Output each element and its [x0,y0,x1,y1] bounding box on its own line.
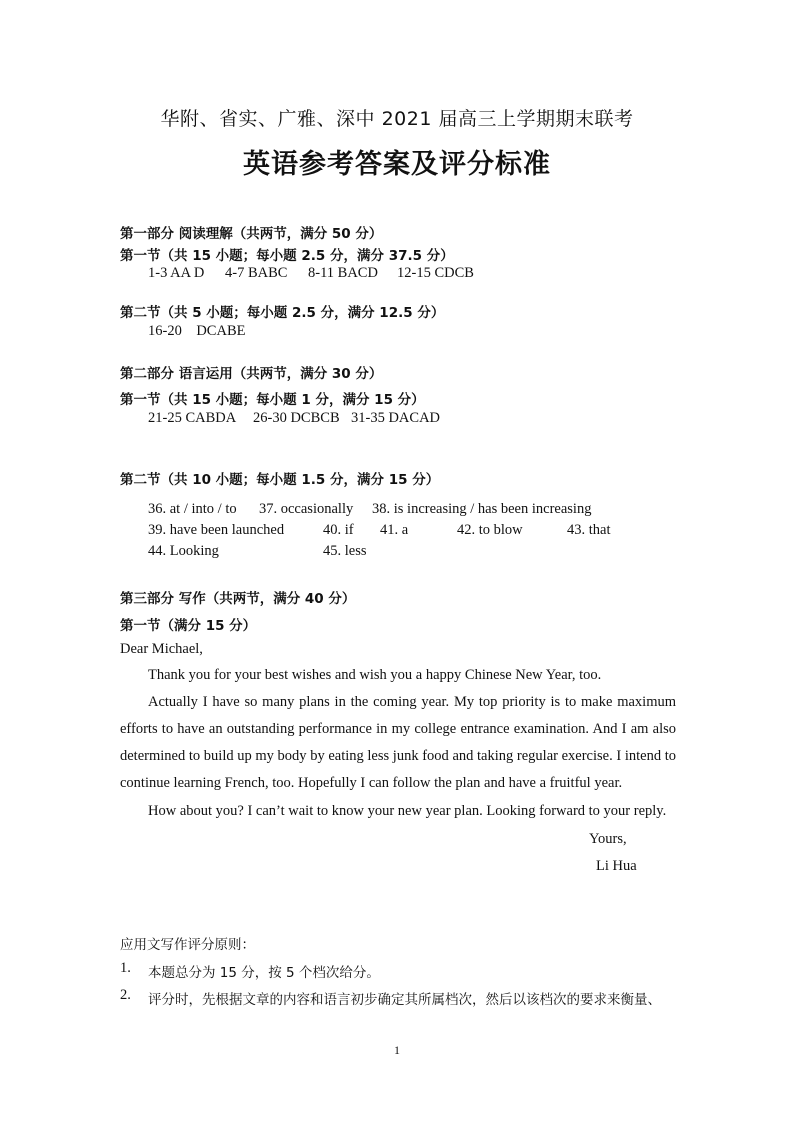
answer-43: 43. that [567,522,611,538]
answer-45: 45. less [323,543,367,559]
letter-paragraph-3: How about you? I can’t wait to know your new year plan. Looking forward to your reply. [148,803,667,819]
scoring-item-text: 评分时，先根据文章的内容和语言初步确定其所属档次，然后以该档次的要求来衡量、 [148,992,661,1008]
scoring-item-number: 2. [120,987,131,1003]
part1-heading: 第一部分 阅读理解（共两节，满分 50 分） [120,226,383,242]
exam-title: 华附、省实、广雅、深中 2021 届高三上学期期末联考 [160,108,634,130]
answer-36: 36. at / into / to [148,501,237,517]
document-title: 英语参考答案及评分标准 [243,149,551,180]
part2-sec1-heading: 第一节（共 15 小题；每小题 1 分，满分 15 分） [120,392,425,408]
part3-heading: 第三部分 写作（共两节，满分 40 分） [120,591,356,607]
part3-sec1-heading: 第一节（满分 15 分） [120,618,257,634]
answer-group: 12-15 CDCB [397,265,474,281]
answer-41: 41. a [380,522,409,538]
part1-sec1-heading: 第一节（共 15 小题；每小题 2.5 分，满分 37.5 分） [120,248,454,264]
answer-40: 40. if [323,522,354,538]
letter-paragraph-1: Thank you for your best wishes and wish you a happy Chinese New Year, too. [148,667,602,683]
scoring-item-number: 1. [120,960,131,976]
letter-paragraph-2: Actually I have so many plans in the coming year. My top priority is to make maximum efforts to have an outstanding performance in my college entrance examination. And I am also determined to build up my body by eating less junk food and taking regular exercise. I intend to continue learning French, too. Hopefully I can follow the plan and have a fruitful year. [120,694,676,791]
part1-sec2-heading: 第二节（共 5 小题；每小题 2.5 分，满分 12.5 分） [120,305,445,321]
scoring-heading: 应用文写作评分原则： [120,937,255,953]
page-number: 1 [394,1043,400,1057]
part1-sec2-answers: 16-20 DCABE [148,323,246,339]
answer-group: 26-30 DCBCB [253,410,340,426]
letter-closing: Yours, [589,831,627,847]
answer-group: 21-25 CABDA [148,410,237,426]
letter-salutation: Dear Michael, [120,641,203,657]
answer-37: 37. occasionally [259,501,354,517]
answer-38: 38. is increasing / has been increasing [372,501,592,517]
letter-signature: Li Hua [596,858,637,874]
answer-44: 44. Looking [148,543,219,559]
answer-group: 1-3 AA D [148,265,205,281]
answer-42: 42. to blow [457,522,523,538]
answer-group: 8-11 BACD [308,265,378,281]
part2-sec2-heading: 第二节（共 10 小题；每小题 1.5 分，满分 15 分） [120,472,440,488]
part2-heading: 第二部分 语言运用（共两节，满分 30 分） [120,366,383,382]
answer-group: 4-7 BABC [225,265,288,281]
scoring-item-text: 本题总分为 15 分，按 5 个档次给分。 [148,965,380,981]
answer-group: 31-35 DACAD [351,410,441,426]
answer-39: 39. have been launched [148,522,285,538]
